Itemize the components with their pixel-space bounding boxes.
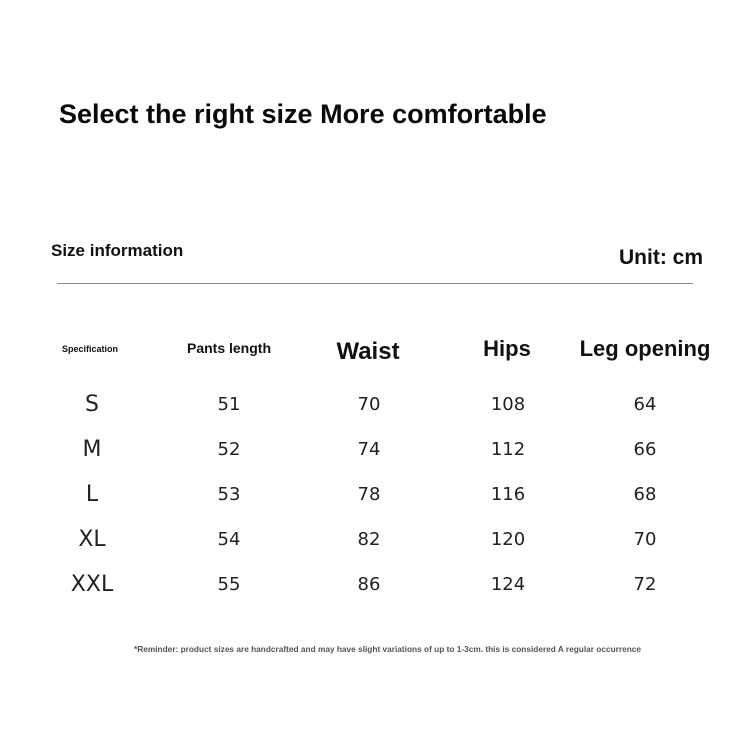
- size-cell: XL: [78, 527, 106, 552]
- divider: [57, 283, 693, 284]
- size-cell: XXL: [70, 572, 114, 597]
- unit-label: Unit: cm: [619, 246, 703, 269]
- reminder-note: *Reminder: product sizes are handcrafted and may have slight variations of up to 1-3cm. this is considered A regular occurrence: [134, 644, 642, 654]
- hips-cell: 108: [490, 394, 526, 415]
- header-specification: Specification: [61, 344, 119, 354]
- pants-length-cell: 54: [217, 529, 241, 550]
- leg-opening-cell: 72: [633, 574, 657, 595]
- size-cell: S: [85, 392, 99, 417]
- header-waist: Waist: [336, 338, 400, 365]
- hips-cell: 112: [490, 439, 526, 460]
- pants-length-cell: 55: [217, 574, 241, 595]
- header-hips: Hips: [483, 336, 531, 361]
- size-cell: M: [82, 437, 102, 462]
- waist-cell: 78: [357, 484, 381, 505]
- leg-opening-cell: 66: [633, 439, 657, 460]
- hips-cell: 124: [490, 574, 526, 595]
- pants-length-cell: 53: [217, 484, 241, 505]
- leg-opening-cell: 70: [633, 529, 657, 550]
- waist-cell: 70: [357, 394, 381, 415]
- pants-length-cell: 52: [217, 439, 241, 460]
- waist-cell: 82: [357, 529, 381, 550]
- waist-cell: 86: [357, 574, 381, 595]
- size-information-label: Size information: [51, 241, 184, 260]
- hips-cell: 116: [490, 484, 526, 505]
- header-pants-length: Pants length: [186, 340, 272, 356]
- size-cell: L: [85, 482, 99, 507]
- leg-opening-cell: 64: [633, 394, 657, 415]
- page-title: Select the right size More comfortable: [59, 99, 547, 129]
- waist-cell: 74: [357, 439, 381, 460]
- hips-cell: 120: [490, 529, 526, 550]
- leg-opening-cell: 68: [633, 484, 657, 505]
- pants-length-cell: 51: [217, 394, 241, 415]
- header-leg-opening: Leg opening: [579, 336, 711, 361]
